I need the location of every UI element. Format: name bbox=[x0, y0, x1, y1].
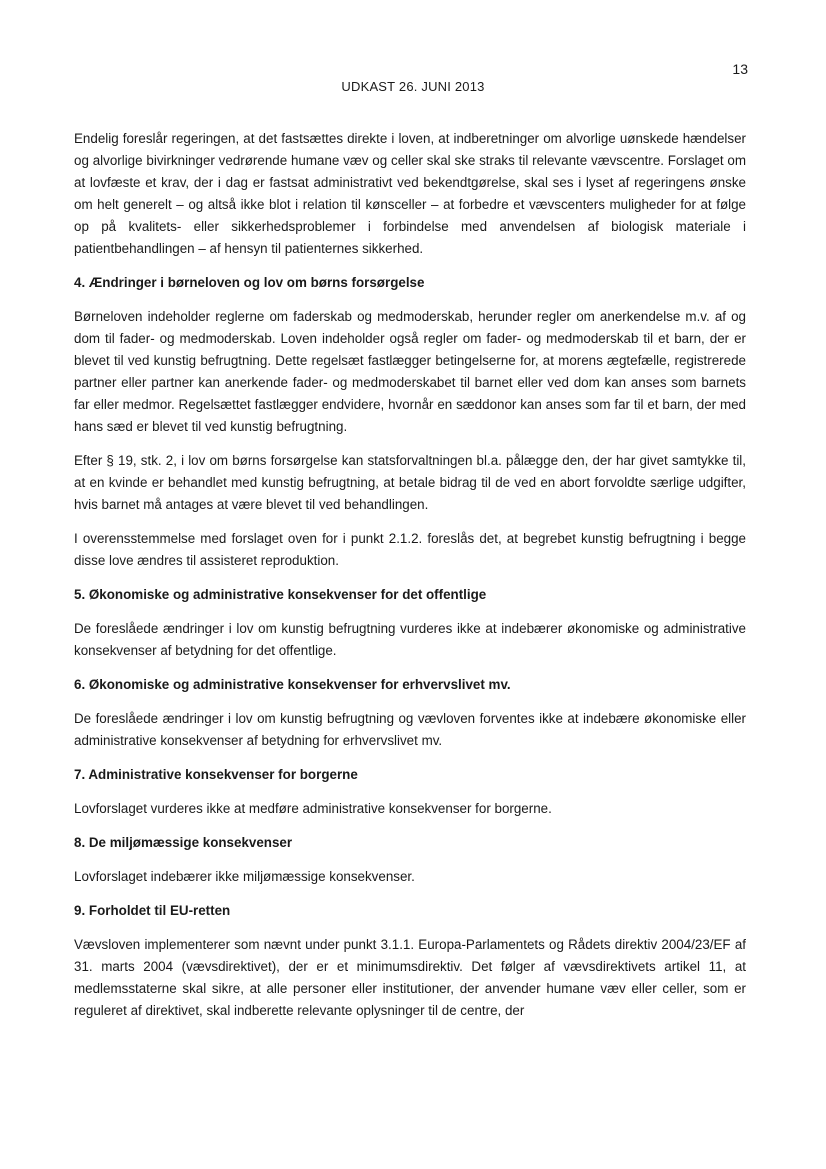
section-heading: 9. Forholdet til EU-retten bbox=[74, 903, 231, 918]
section-heading: 6. Økonomiske og administrative konsekvenser for erhvervslivet mv. bbox=[74, 677, 511, 692]
paragraph: I overensstemmelse med forslaget oven for i punkt 2.1.2. foreslås det, at begrebet kunstig befrugtning i begge disse love ændres til assisteret reproduktion. bbox=[74, 531, 746, 568]
paragraph: Børneloven indeholder reglerne om faderskab og medmoderskab, herunder regler om anerkendelse m.v. af og dom til fader- og medmoderskab. Loven indeholder også regler om fader- og medmoderskab til et barn, der er blevet til ved kunstig befrugtning. Dette regelsæt fastlægger betingelserne for, at morens ægtefælle, registrerede partner eller partner kan anerkende fader- og medmoderskabet til barnet eller ved dom kan anses som barnets far eller medmor. Regelsættet fastlægger endvidere, hvornår en sæddonor kan anses som far til et barn, der med hans sæd er blevet til ved kunstig befrugtning. bbox=[74, 309, 746, 434]
section-heading: 7. Administrative konsekvenser for borgerne bbox=[74, 767, 358, 782]
paragraph: De foreslåede ændringer i lov om kunstig befrugtning vurderes ikke at indebærer økonomiske og administrative konsekvenser af betydning for det offentlige. bbox=[74, 621, 746, 658]
page-number: 13 bbox=[732, 61, 748, 77]
paragraph: Vævsloven implementerer som nævnt under punkt 3.1.1. Europa-Parlamentets og Rådets direktiv 2004/23/EF af 31. marts 2004 (vævsdirektivet), der er et minimumsdirektiv. Det følger af vævsdirektivets artikel 11, at medlemsstaterne skal sikre, at alle personer eller institutioner, der anvender humane væv eller celler, som er reguleret af direktivet, skal indberette relevante oplysninger til de centre, der bbox=[74, 937, 746, 1018]
paragraph: Endelig foreslår regeringen, at det fastsættes direkte i loven, at indberetninger om alvorlige uønskede hændelser og alvorlige bivirkninger vedrørende humane væv og celler skal ske straks til relevante vævscentre. Forslaget om at lovfæste et krav, der i dag er fastsat administrativt ved bekendtgørelse, skal ses i lyset af regeringens ønske om helt generelt – og altså ikke blot i relation til kønsceller – at forbedre et vævscenters muligheder for at følge op på kvalitets- eller sikkerhedsproblemer i forbindelse med anvendelsen af biologisk materiale i patientbehandlingen – af hensyn til patienternes sikkerhed. bbox=[74, 131, 746, 256]
draft-header: UDKAST 26. JUNI 2013 bbox=[341, 79, 485, 94]
section-heading: 5. Økonomiske og administrative konsekvenser for det offentlige bbox=[74, 587, 487, 602]
document-body bbox=[74, 128, 746, 1034]
paragraph: Lovforslaget indebærer ikke miljømæssige konsekvenser. bbox=[74, 869, 415, 884]
paragraph: De foreslåede ændringer i lov om kunstig befrugtning og vævloven forventes ikke at indebære økonomiske eller administrative konsekvenser af betydning for erhvervslivet mv. bbox=[74, 711, 746, 748]
paragraph: Lovforslaget vurderes ikke at medføre administrative konsekvenser for borgerne. bbox=[74, 801, 552, 816]
section-heading: 8. De miljømæssige konsekvenser bbox=[74, 835, 293, 850]
section-heading: 4. Ændringer i børneloven og lov om børns forsørgelse bbox=[74, 275, 425, 290]
paragraph: Efter § 19, stk. 2, i lov om børns forsørgelse kan statsforvaltningen bl.a. pålægge den, der har givet samtykke til, at en kvinde er behandlet med kunstig befrugtning, at betale bidrag til de ved en abort forvoldte særlige udgifter, hvis barnet må antages at være blevet til ved behandlingen. bbox=[74, 453, 746, 512]
